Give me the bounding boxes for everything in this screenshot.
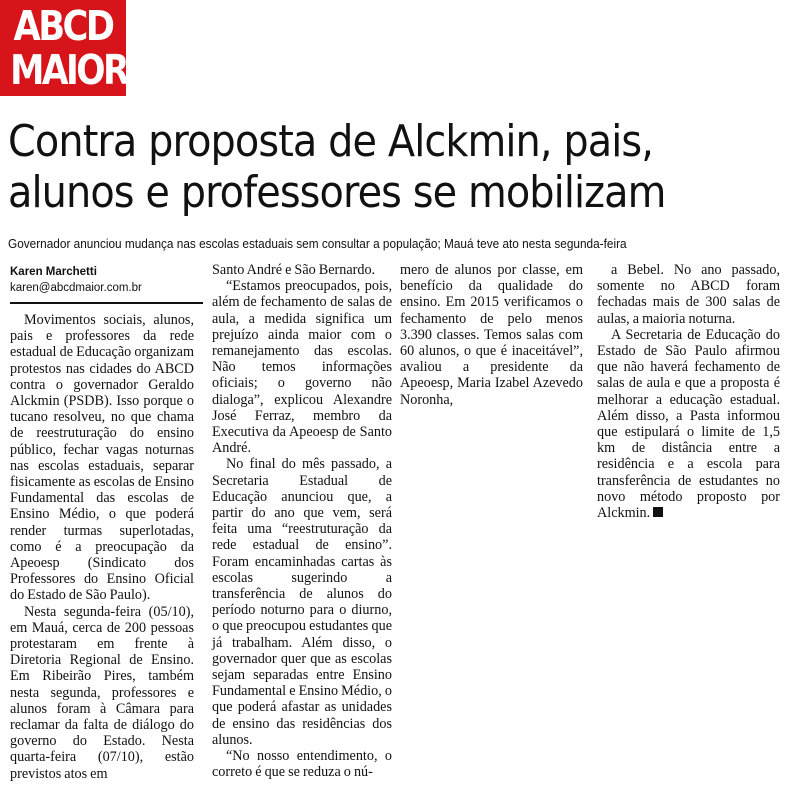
abcd-maior-logo bbox=[0, 0, 126, 96]
paragraph-text: A Secretaria de Educação do Estado de São Paulo afirmou que não haverá fechamento de salas de aula e que a proposta é melhorar a educação estadual. Além disso, a Pasta informou que estipulará o limite de 1,5 km de distância entre a residência e a escola para transferência de estudantes no novo método proposto por Alckmin. bbox=[597, 326, 780, 522]
paragraph: Santo André e São Bernardo. bbox=[212, 262, 376, 278]
article-headline bbox=[8, 116, 714, 218]
byline-divider bbox=[10, 302, 203, 304]
byline-author: Karen Marchetti bbox=[10, 266, 97, 278]
article-column-3 bbox=[400, 262, 583, 408]
logo-line-1: ABCD bbox=[13, 2, 113, 50]
article-column-1 bbox=[10, 312, 194, 782]
paragraph: No final do mês passado, a Secretaria Estadual de Educação anunciou que, a partir do ano que vem, será feita uma “reestruturação da rede estadual de ensino”. Foram encaminhadas cartas às escolas sugerindo a transferência de alunos do período noturno para o diurno, o que preocupou estudantes que já trabalham. Além disso, o governador quer que as escolas sejam separadas entre Ensino Fundamental e Ensino Médio, o que poderá afastar as unidades de ensino das residências dos alunos. bbox=[212, 456, 392, 748]
paragraph: Movimentos sociais, alunos, pais e professores da rede estadual de Educação organizam protestos nas cidades do ABCD contra o governador Geraldo Alckmin (PSDB). Isso porque o tucano resolveu, no que chama de reestruturação do ensino público, fechar vagas noturnas nas escolas estaduais, separar fisicamente as escolas de Ensino Fundamental das escolas de Ensino Médio, o que poderá render turmas superlotadas, como é a preocupação da Apeoesp (Sindicato dos Professores do Ensino Oficial do Estado de São Paulo). bbox=[10, 312, 194, 604]
article-subheadline: Governador anunciou mudança nas escolas estaduais sem consultar a população; Mauá teve ato nesta segunda-feira bbox=[8, 237, 627, 251]
article-column-2 bbox=[212, 262, 392, 781]
article-column-4 bbox=[597, 262, 780, 521]
paragraph: “No nosso entendimento, o correto é que se reduza o nú- bbox=[212, 748, 392, 781]
paragraph: Nesta segunda-feira (05/10), em Mauá, cerca de 200 pessoas protestaram em frente à Diretoria Regional de Ensino. Em Ribeirão Pires, também nesta segunda, professores e alunos foram à Câmara para reclamar da falta de diálogo do governo do Estado. Nesta quarta-feira (07/10), estão previstos atos em bbox=[10, 603, 194, 782]
headline-line-1: Contra proposta de Alckmin, pais, bbox=[8, 116, 654, 167]
byline bbox=[10, 264, 210, 296]
paragraph bbox=[597, 327, 780, 521]
byline-email: karen@abcdmaior.com.br bbox=[10, 282, 142, 294]
headline-line-2: alunos e professores se mobilizam bbox=[8, 167, 666, 218]
paragraph: a Bebel. No ano passado, somente no ABCD foram fechadas mais de 300 salas de aulas, a maioria noturna. bbox=[597, 262, 780, 327]
paragraph: “Estamos preocupados, pois, além de fechamento de salas de aula, a medida significa um prejuízo ainda maior com o remanejamento das escolas. Não temos informações oficiais; o governo não dialoga”, explicou Alexandre José Ferraz, membro da Executiva da Apeoesp de Santo André. bbox=[212, 278, 392, 457]
end-of-article-square-icon bbox=[653, 507, 663, 517]
logo-line-2: MAIOR bbox=[10, 46, 128, 94]
paragraph: mero de alunos por classe, em benefício da qualidade do ensino. Em 2015 verificamos o fechamento de pelo menos 3.390 classes. Temos salas com 60 alunos, o que é inaceitável”, avaliou a presidente da Apeoesp, Maria Izabel Azevedo Noronha, bbox=[400, 262, 583, 408]
